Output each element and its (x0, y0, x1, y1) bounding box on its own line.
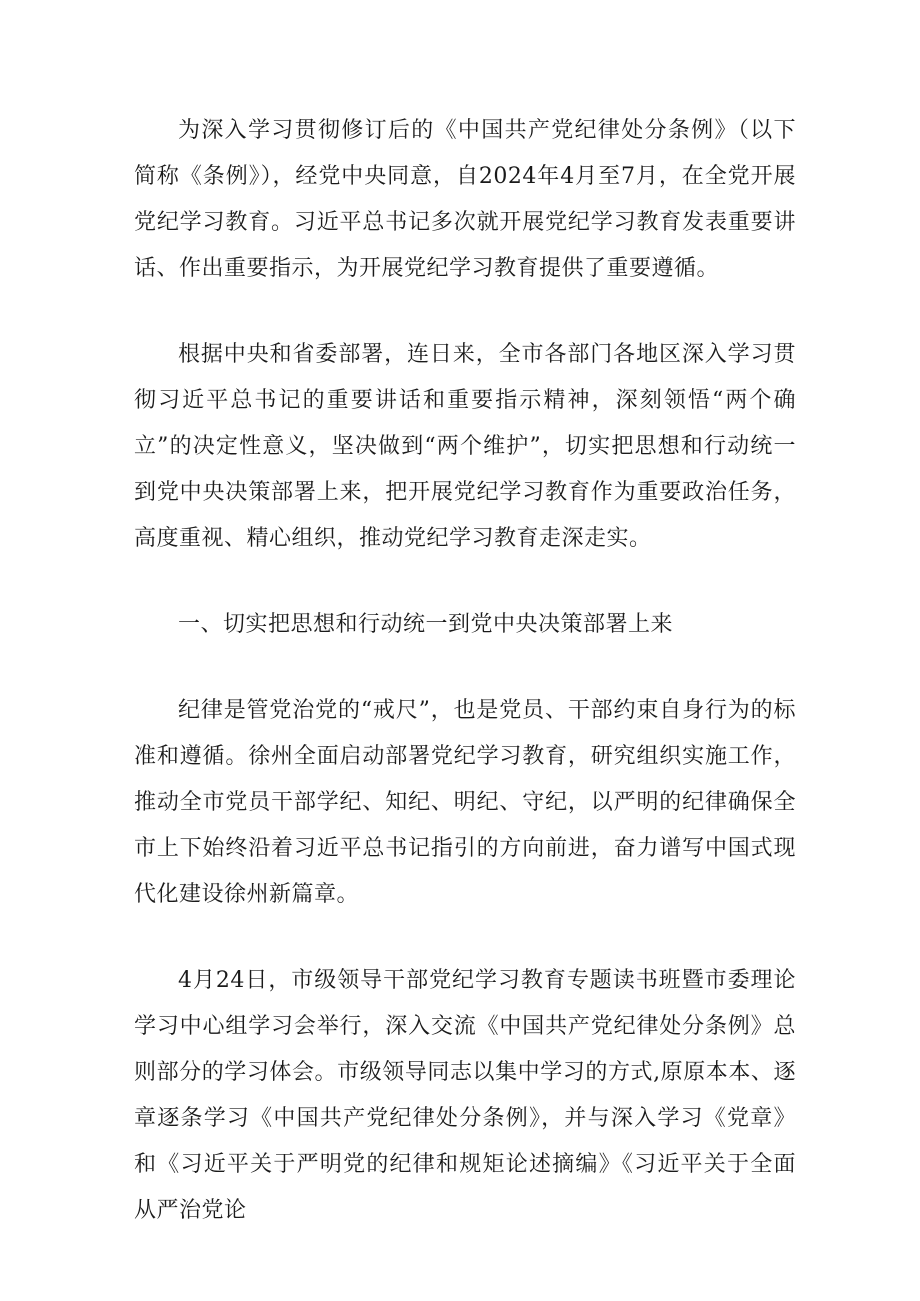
intro-paragraph-1: 为深入学习贯彻修订后的《中国共产党纪律处分条例》（以下简称《条例》），经党中央同意，自2024年4月至7月，在全党开展党纪学习教育。习近平总书记多次就开展党纪学习教育发表重要讲话、作出重要指示，为开展党纪学习教育提供了重要遵循。 (134, 118, 797, 281)
intro-paragraph-2: 根据中央和省委部署，连日来，全市各部门各地区深入学习贯彻习近平总书记的重要讲话和重要指示精神，深刻领悟“两个确立”的决定性意义，坚决做到“两个维护”，切实把思想和行动统一到党中央决策部署上来，把开展党纪学习教育作为重要政治任务，高度重视、精心组织，推动党纪学习教育走深走实。 (134, 342, 796, 551)
section-paragraph-1: 纪律是管党治党的“戒尺”，也是党员、干部约束自身行为的标准和遵循。徐州全面启动部署党纪学习教育，研究组织实施工作，推动全市党员干部学纪、知纪、明纪、守纪，以严明的纪律确保全市上下始终沿着习近平总书记指引的方向前进，奋力谱写中国式现代化建设徐州新篇章。 (134, 698, 796, 907)
section-heading: 一、切实把思想和行动统一到党中央决策部署上来 (178, 612, 674, 637)
section-paragraph-2: 4月24日，市级领导干部党纪学习教育专题读书班暨市委理论学习中心组学习会举行，深入交流《中国共产党纪律处分条例》总则部分的学习体会。市级领导同志以集中学习的方式,原原本本、逐章逐条学习《中国共产党纪律处分条例》，并与深入学习《党章》和《习近平关于严明党的纪律和规矩论述摘编》《习近平关于全面从严治党论 (134, 968, 796, 1223)
document-body (134, 108, 796, 1274)
